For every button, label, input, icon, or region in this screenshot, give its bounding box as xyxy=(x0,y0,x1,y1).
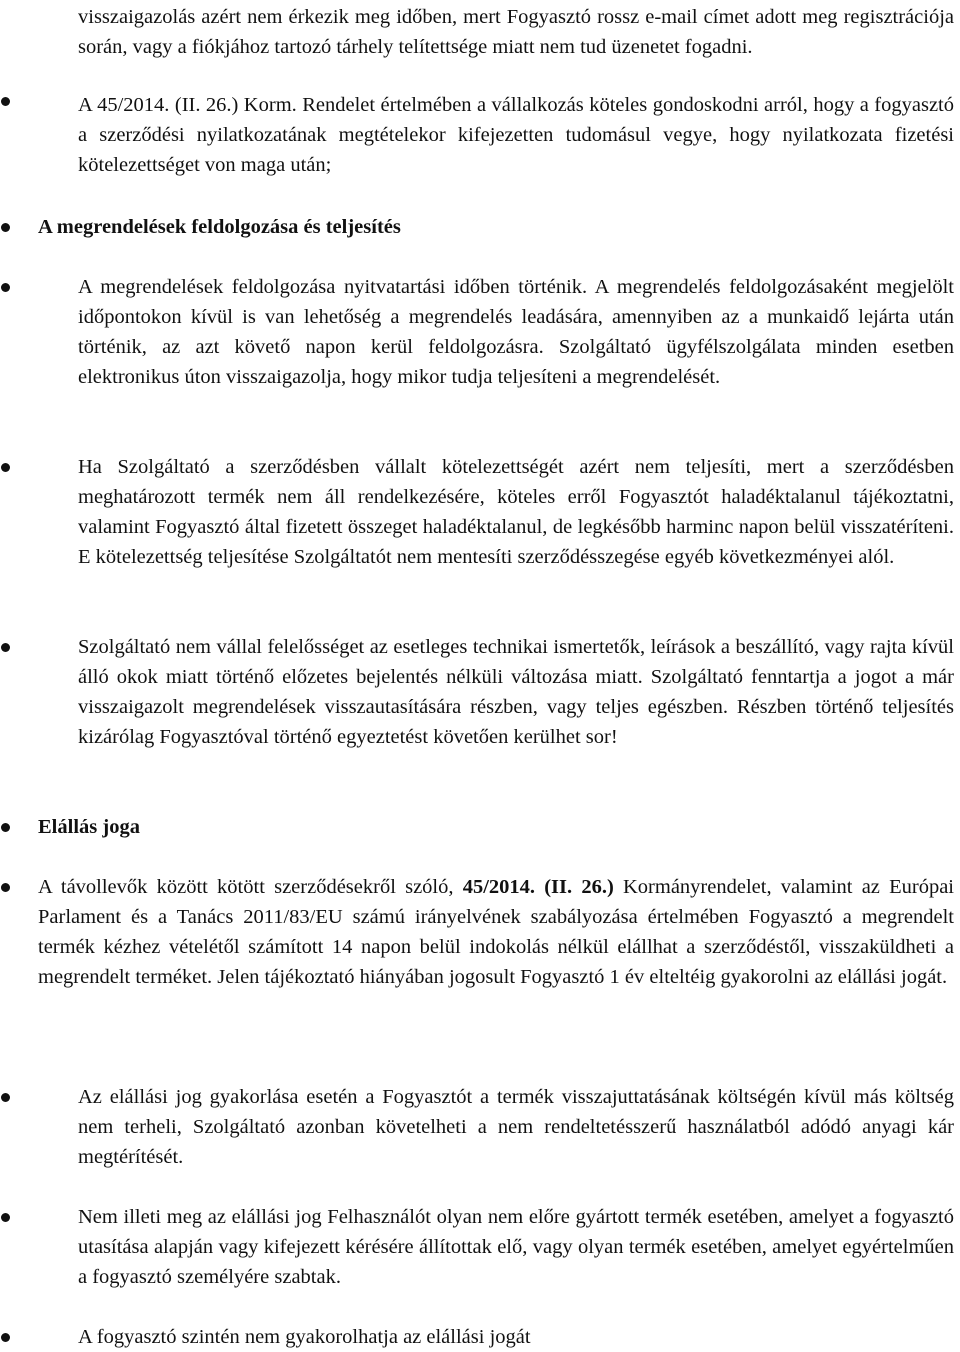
bullet-icon xyxy=(1,283,10,292)
bullet-icon xyxy=(1,643,10,652)
paragraph-withdrawal-costs: Az elállási jog gyakorlása esetén a Fogyasztót a termék visszajuttatásának költségén kívül más költség nem terheli, Szolgáltató azonban követelheti a nem rendeltetésszerű használatból adódó anyagi kár megtérítését. xyxy=(78,1086,954,1168)
paragraph-email-confirmation: visszaigazolás azért nem érkezik meg időben, mert Fogyasztó rossz e-mail címet adott meg regisztrációja során, vagy a fiókjához tartozó tárhely telítettsége miatt nem tud üzenetet fogadni. xyxy=(78,6,954,58)
bullet-icon xyxy=(1,1333,10,1342)
heading-order-processing: A megrendelések feldolgozása és teljesítés xyxy=(38,216,401,238)
paragraph-order-processing: A megrendelések feldolgozása nyitvatartási időben történik. A megrendelés feldolgozásaként megjelölt időpontokon kívül is van lehetőség a megrendelés leadására, amennyiben az a munkaidő lejárta után történik, az azt követő napon kerül feldolgozásra. Szolgáltató ügyfélszolgálata minden esetben elektronikus úton visszaigazolja, hogy mikor tudja teljesíteni a megrendelését. xyxy=(78,276,954,388)
paragraph-text: Kormányrendelet, valamint az Európai Parlament és a Tanács 2011/83/EU számú irányelvének szabályozása értelmében Fogyasztó a megrendelt termék kézhez vételétől számított 14 napon belül indokolás nélkül elállhat a szerződéstől, visszaküldheti a megrendelt terméket. Jelen tájékoztató hiányában jogosult Fogyasztó 1 év elteltéig gyakorolni az elállási jogát. xyxy=(38,876,954,988)
paragraph-non-fulfilment: Ha Szolgáltató a szerződésben vállalt kötelezettségét azért nem teljesíti, mert a szerződésben meghatározott termék nem áll rendelkezésére, köteles erről Fogyasztót haladéktalanul tájékoztatni, valamint Fogyasztó által fizetett összeget haladéktalanul, de legkésőbb harminc napon belül visszatéríteni. E kötelezettség teljesítése Szolgáltatót nem mentesíti szerződésszegése egyéb következményei alól. xyxy=(78,456,954,568)
bullet-icon xyxy=(1,1213,10,1222)
paragraph-no-withdrawal: A fogyasztó szintén nem gyakorolhatja az elállási jogát xyxy=(78,1326,531,1348)
paragraph-custom-products: Nem illeti meg az elállási jog Felhasználót olyan nem előre gyártott termék esetében, amelyet a fogyasztó utasítása alapján vagy kifejezett kérésére állítottak elő, vagy olyan termék esetében, amelyet egyértelműen a fogyasztó személyére szabtak. xyxy=(78,1206,954,1288)
bullet-icon xyxy=(1,97,10,106)
bullet-icon xyxy=(1,223,10,232)
bullet-icon xyxy=(1,463,10,472)
paragraph-withdrawal-regulation xyxy=(38,872,954,992)
paragraph-regulation-notice: A 45/2014. (II. 26.) Korm. Rendelet értelmében a vállalkozás köteles gondoskodni arról, hogy a fogyasztó a szerződési nyilatkozatának megtételekor kifejezetten tudomásul vegye, hogy nyilatkozata fizetési kötelezettséget von maga után; xyxy=(78,94,954,176)
paragraph-liability: Szolgáltató nem vállal felelősséget az esetleges technikai ismertetők, leírások a beszállító, vagy rajta kívül álló okok miatt történő előzetes bejelentés nélküli változása miatt. Szolgáltató fenntartja a jogot a már visszaigazolt megrendelések visszautasítására részben, vagy teljes egészben. Részben történő teljesítés kizárólag Fogyasztóval történő egyeztetést követően kerülhet sor! xyxy=(78,636,954,748)
bullet-icon xyxy=(1,1093,10,1102)
paragraph-text: A távollevők között kötött szerződésekről szóló, xyxy=(38,876,463,898)
bullet-icon xyxy=(1,823,10,832)
heading-withdrawal-right: Elállás joga xyxy=(38,816,140,838)
regulation-number: 45/2014. (II. 26.) xyxy=(462,876,614,898)
bullet-icon xyxy=(1,883,10,892)
